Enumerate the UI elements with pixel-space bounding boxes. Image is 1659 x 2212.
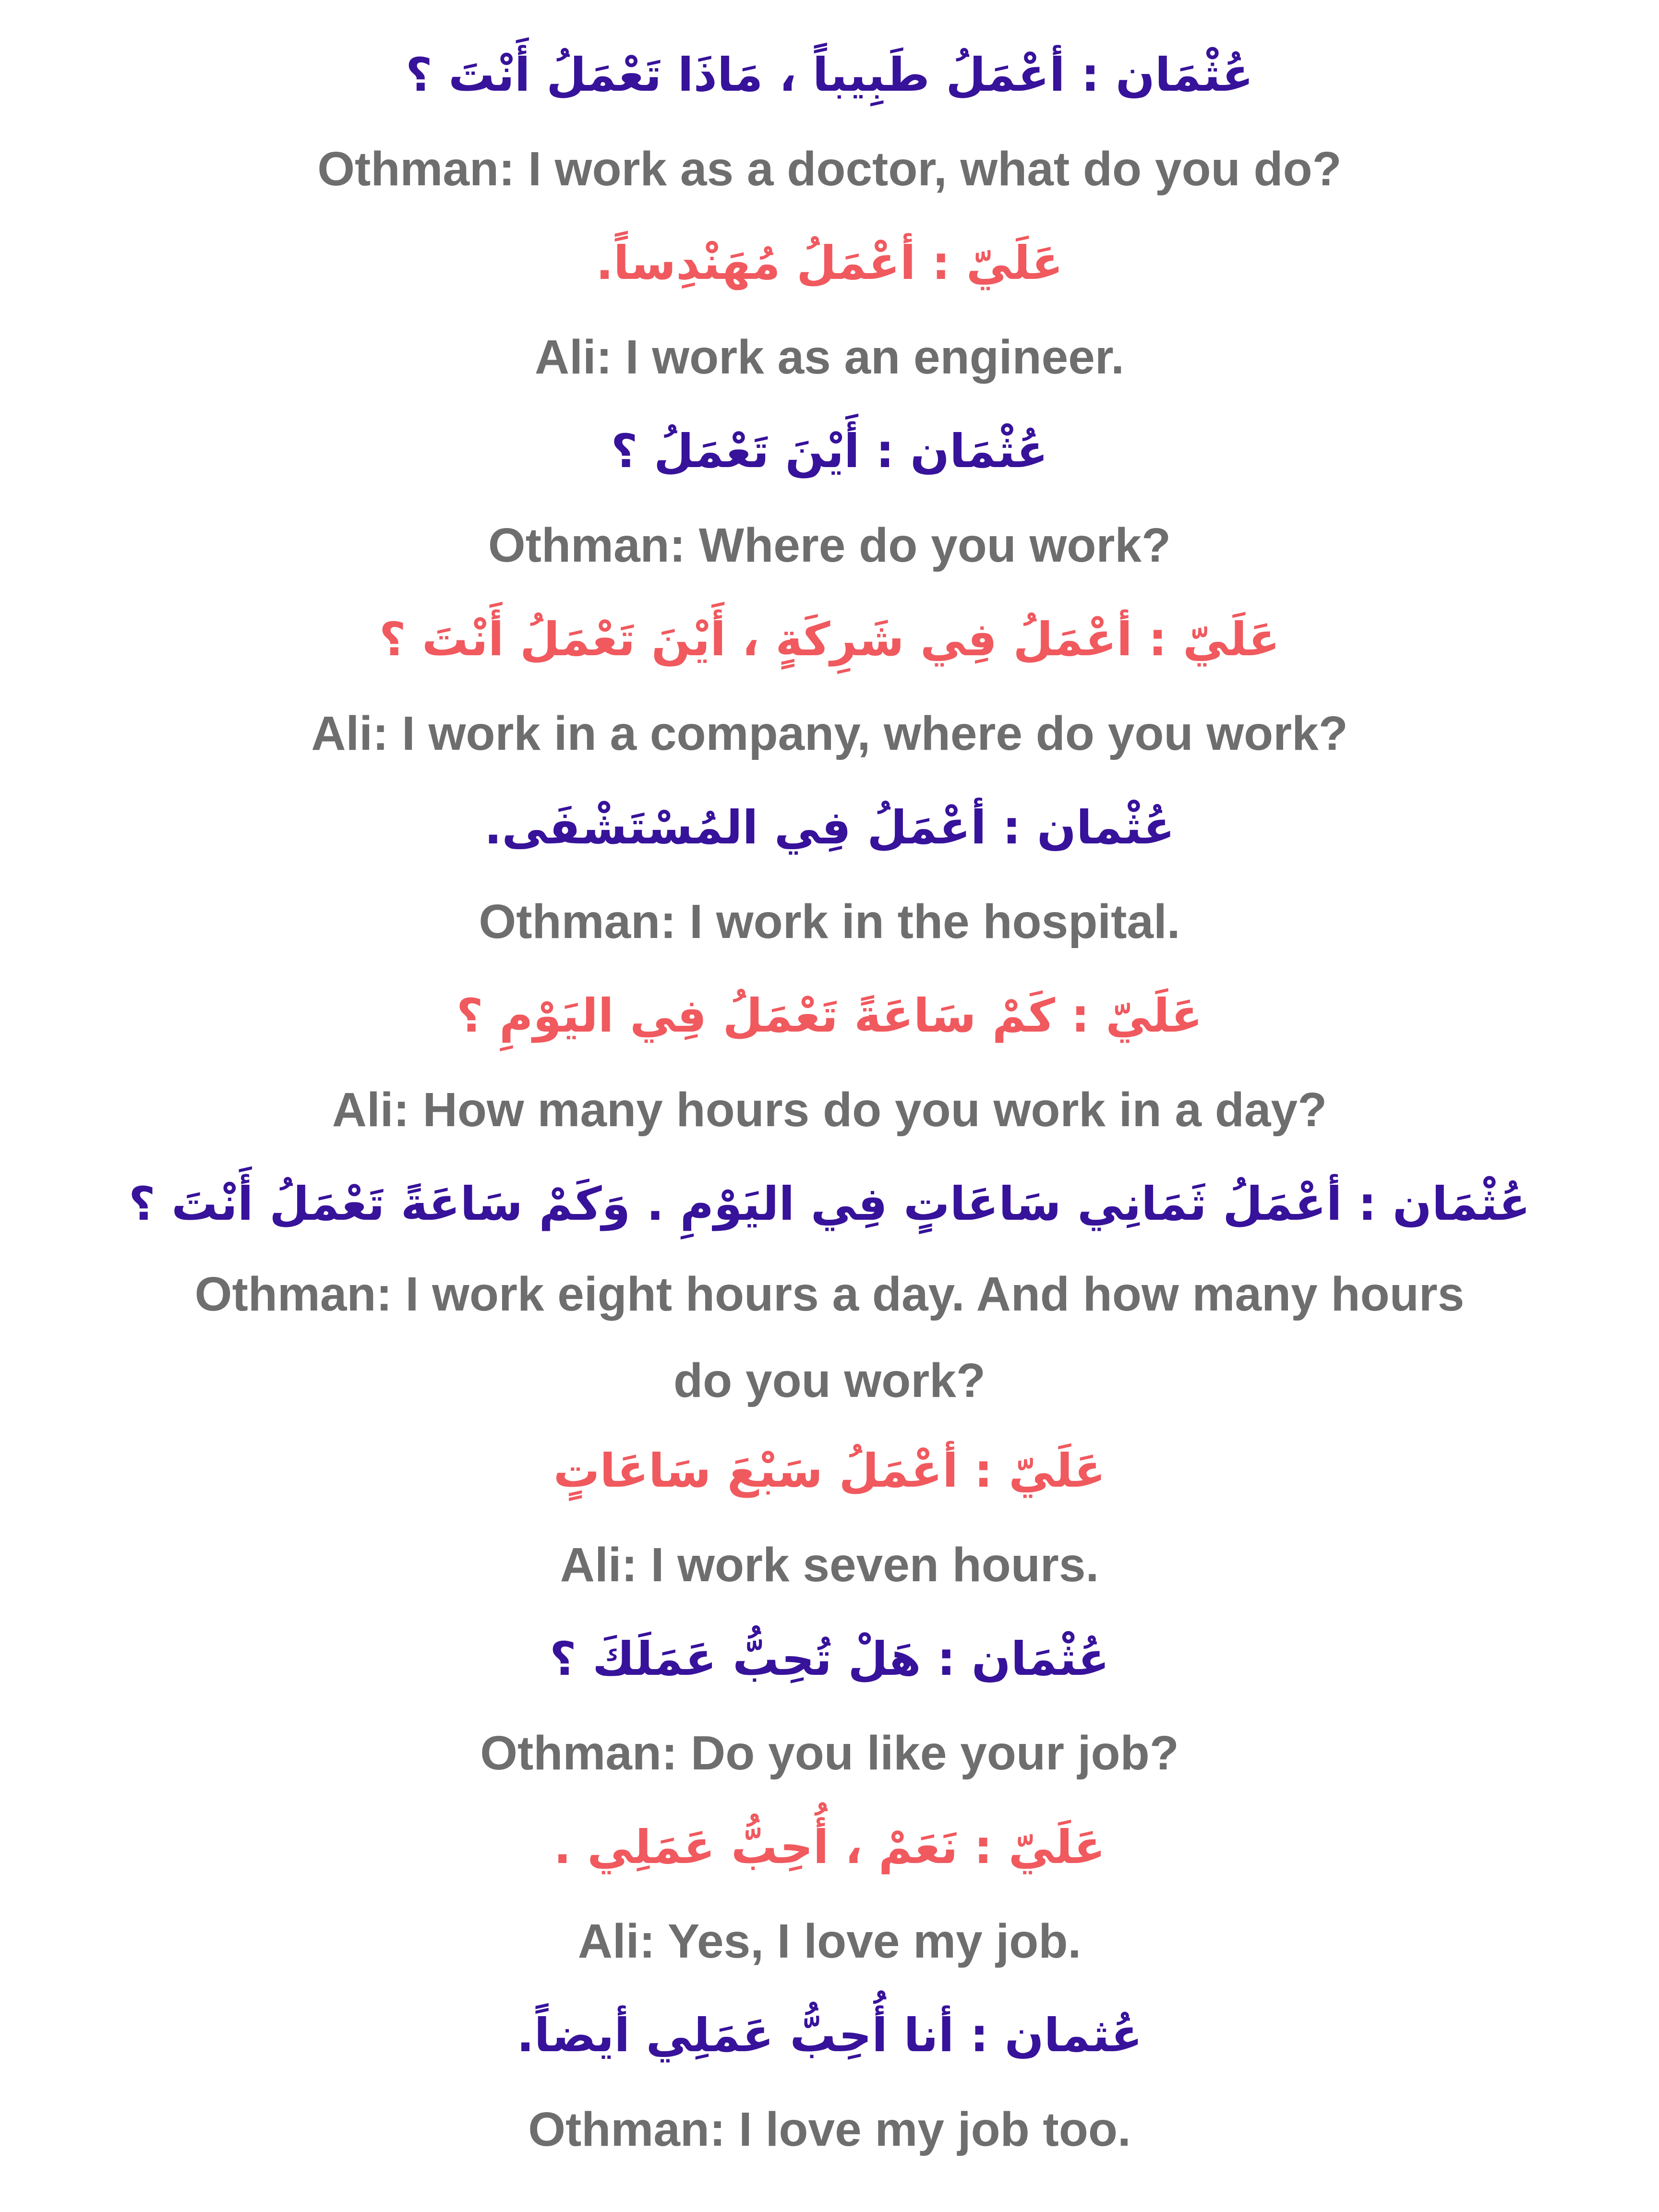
english-translation: Ali: I work seven hours.: [560, 1538, 1099, 1592]
english-translation: Ali: Yes, I love my job.: [577, 1914, 1082, 1968]
english-translation: Othman: I work in the hospital.: [479, 894, 1180, 949]
arabic-line-ali: عَلَيّ : كَمْ سَاعَةً تَعْمَلُ فِي اليَوْمِ ؟: [456, 989, 1203, 1043]
english-translation: Ali: I work as an engineer.: [534, 330, 1125, 384]
english-translation: Othman: I work as a doctor, what do you do?: [317, 142, 1342, 196]
arabic-line-othman: عُثْمَان : أعْمَلُ ثَمَانِي سَاعَاتٍ فِي اليَوْمِ . وَكَمْ سَاعَةً تَعْمَلُ أَنْتَ ؟: [129, 1177, 1530, 1231]
english-translation: Othman: I love my job too.: [528, 2102, 1131, 2156]
arabic-line-othman: عُثْمان : أعْمَلُ فِي المُسْتَشْفَى.: [484, 801, 1175, 854]
english-translation: Ali: How many hours do you work in a day?: [332, 1082, 1327, 1137]
arabic-line-othman: عُثْمَان : أَيْنَ تَعْمَلُ ؟: [611, 424, 1048, 478]
english-translation: Othman: Do you like your job?: [480, 1726, 1179, 1780]
arabic-line-ali: عَلَيّ : نَعَمْ ، أُحِبُّ عَمَلِي .: [553, 1820, 1106, 1874]
arabic-line-othman: عُثْمَان : هَلْ تُحِبُّ عَمَلَكَ ؟: [550, 1632, 1109, 1686]
arabic-line-ali: عَلَيّ : أعْمَلُ مُهَنْدِساً.: [596, 236, 1063, 290]
arabic-line-ali: عَلَيّ : أعْمَلُ فِي شَرِكَةٍ ، أَيْنَ تَعْمَلُ أَنْتَ ؟: [379, 613, 1280, 666]
arabic-line-othman: عُثْمَان : أعْمَلُ طَبِيباً ، مَاذَا تَعْمَلُ أَنْتَ ؟: [405, 48, 1254, 102]
english-translation: Ali: I work in a company, where do you work?: [311, 706, 1348, 760]
english-translation: Othman: Where do you work?: [488, 518, 1171, 572]
english-translation: Othman: I work eight hours a day. And how many hours do you work?: [194, 1267, 1465, 1407]
arabic-line-ali: عَلَيّ : أعْمَلُ سَبْعَ سَاعَاتٍ: [553, 1444, 1106, 1498]
arabic-line-othman: عُثمان : أنا أُحِبُّ عَمَلِي أيضاً.: [517, 2008, 1142, 2062]
